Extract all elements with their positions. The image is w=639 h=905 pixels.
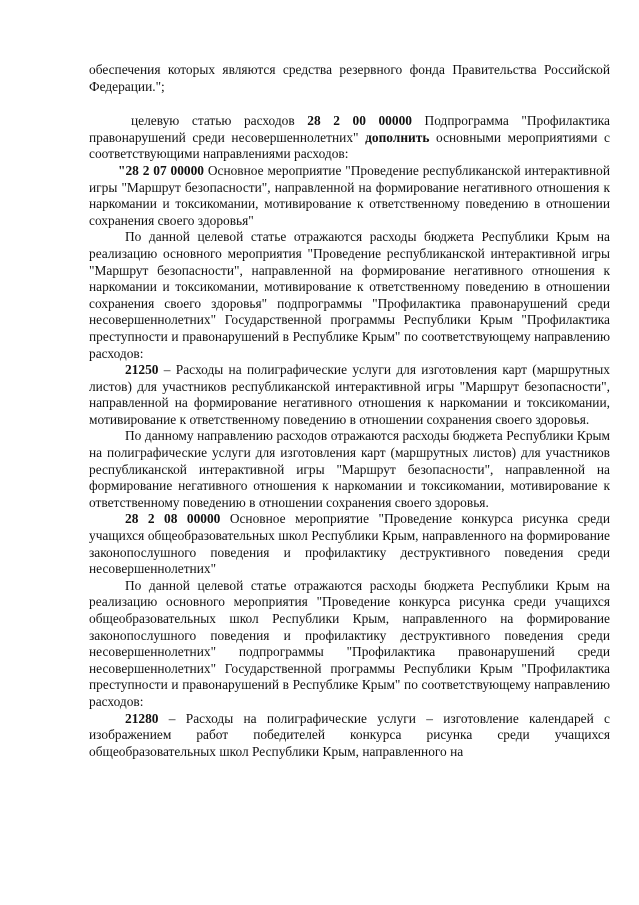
spacer <box>89 95 610 113</box>
budget-code: 28 2 08 00000 <box>125 511 221 527</box>
paragraph-text: Основное мероприятие "Проведение республиканской интерактивной игры "Маршрут безопасности", направленной на формирование негативного отношения к наркомании и токсикомании, мотивирование к ответственному поведению в отношении сохранения своего здоровья" <box>89 162 610 228</box>
budget-code <box>118 163 204 178</box>
paragraph-text: целевую статью расходов <box>131 113 308 129</box>
paragraph-text: – Расходы на полиграфические услуги для изготовления карт (маршрутных листов) для участников республиканской интерактивной игры "Маршрут безопасности", направленной на формирование негативного отношения к наркомании и токсикомании, мотивирование к ответственному поведению в отношении сохранения своего здоровья. <box>89 362 610 427</box>
paragraph-activity-2807 <box>89 163 610 229</box>
paragraph-activity-2808 <box>89 511 610 577</box>
paragraph-expense-21250 <box>89 362 610 428</box>
budget-code: 21280 <box>125 710 159 726</box>
quote-mark: " <box>118 162 126 178</box>
paragraph-text: Подпрограмма "Профилактика правонарушений среди несовершеннолетних" <box>89 113 610 145</box>
paragraph-amendment <box>89 113 610 163</box>
paragraph-text: основными мероприятиями с соответствующими направлениями расходов: <box>89 129 610 162</box>
document-page <box>89 62 610 760</box>
budget-code: 21250 <box>125 362 159 378</box>
budget-code: 28 2 00 00000 <box>307 113 412 129</box>
paragraph-description-2808 <box>89 578 610 711</box>
paragraph-direction-21250 <box>89 428 610 511</box>
paragraph-expense-21280 <box>89 711 610 761</box>
paragraph-continuation <box>89 62 610 95</box>
paragraph-description-2807 <box>89 229 610 362</box>
paragraph-text: По данной целевой статье отражаются расходы бюджета Республики Крым на реализацию основного мероприятия "Проведение республиканской интерактивной игры "Маршрут безопасности", направленной на формирование негативного отношения к наркомании и токсикомании, мотивирование к ответственному поведению в отношении сохранения своего здоровья" подпрограммы "Профилактика правонарушений среди несовершеннолетних" Государственной программы Республики Крым "Профилактика преступности и правонарушений в Республике Крым" по соответствующему направлению расходов: <box>89 229 610 361</box>
paragraph-text: обеспечения которых являются средства резервного фонда Правительства Российской Федерации."; <box>89 62 610 94</box>
emphasis-word: дополнить <box>365 129 430 145</box>
paragraph-text: По данной целевой статье отражаются расходы бюджета Республики Крым на реализацию основного мероприятия "Проведение конкурса рисунка среди учащихся общеобразовательных школ Республики Крым, направленного на формирование законопослушного поведения и профилактику деструктивного поведения среди несовершеннолетних" подпрограммы "Профилактика правонарушений среди несовершеннолетних" Государственной программы Республики Крым "Профилактика преступности и правонарушений в Республике Крым" по соответствующему направлению расходов: <box>89 577 610 709</box>
budget-code-value: 28 2 07 00000 <box>125 162 204 178</box>
paragraph-text: Основное мероприятие "Проведение конкурса рисунка среди учащихся общеобразовательных школ Республики Крым, направленного на формирование законопослушного поведения и профилактику деструктивного поведения среди несовершеннолетних" <box>89 511 610 577</box>
paragraph-text: По данному направлению расходов отражаются расходы бюджета Республики Крым на полиграфические услуги для изготовления карт (маршрутных листов) для участников республиканской интерактивной игры "Маршрут безопасности", направленной на формирование негативного отношения к наркомании и токсикомании, мотивирование к ответственному поведению в отношении сохранения своего здоровья. <box>89 428 610 510</box>
paragraph-text: – Расходы на полиграфические услуги – изготовление календарей с изображением работ победителей конкурса рисунка среди учащихся общеобразовательных школ Республики Крым, направленного на <box>89 710 610 759</box>
